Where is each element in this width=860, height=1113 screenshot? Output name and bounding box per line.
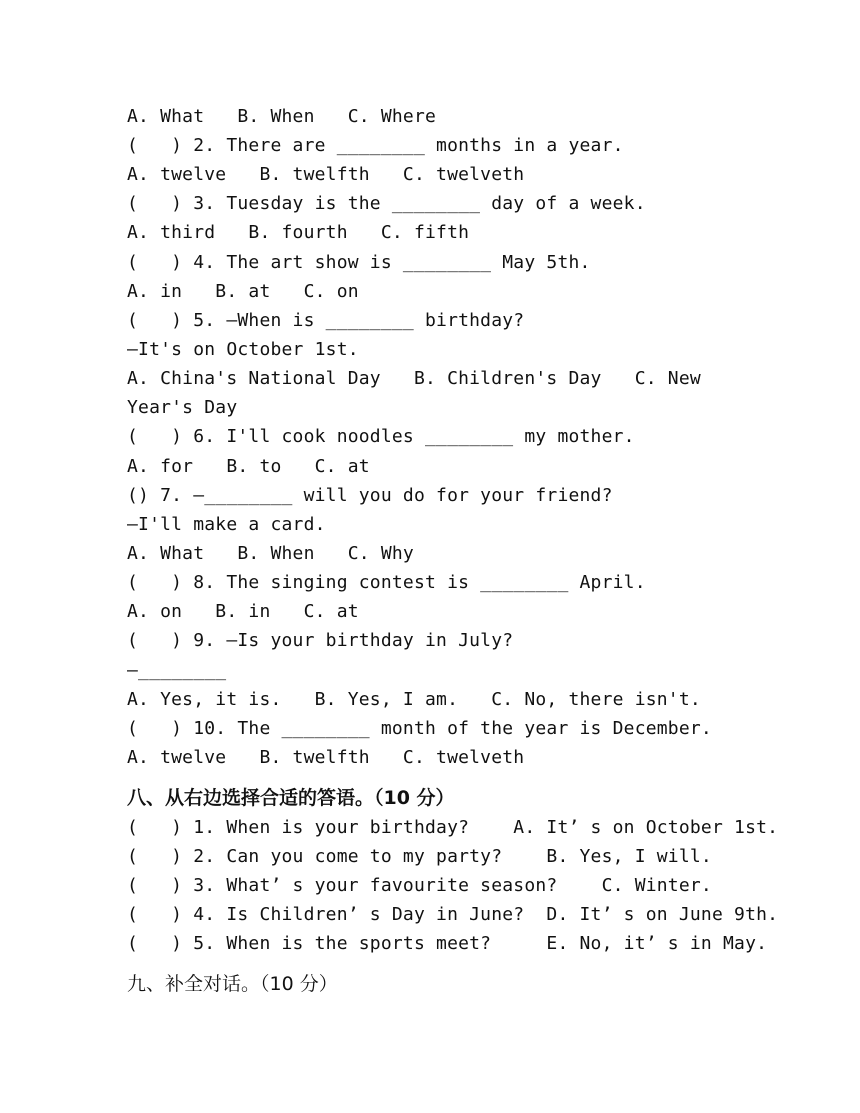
question-line: ( ) 4. The art show is ________ May 5th. bbox=[127, 252, 591, 273]
section-8-title: 八、从右边选择合适的答语。（10 分） bbox=[127, 787, 455, 809]
option-line: A. China's National Day B. Children's Day C. New bbox=[127, 368, 701, 389]
match-item: ( ) 2. Can you come to my party? B. Yes, I will. bbox=[127, 846, 712, 867]
question-line: ( ) 10. The ________ month of the year is December. bbox=[127, 718, 712, 739]
option-line: A. in B. at C. on bbox=[127, 281, 359, 302]
question-line: ( ) 6. I'll cook noodles ________ my mother. bbox=[127, 426, 635, 447]
answer-line: —I'll make a card. bbox=[127, 514, 326, 535]
question-line: () 7. —________ will you do for your friend? bbox=[127, 485, 613, 506]
option-line: A. What B. When C. Where bbox=[127, 106, 437, 127]
match-item: ( ) 1. When is your birthday? A. It’ s on October 1st. bbox=[127, 817, 779, 838]
option-line: Year's Day bbox=[127, 397, 238, 418]
question-line: ( ) 5. —When is ________ birthday? bbox=[127, 310, 525, 331]
answer-line: —________ bbox=[127, 660, 227, 681]
match-item: ( ) 4. Is Children’ s Day in June? D. It’ s on June 9th. bbox=[127, 904, 779, 925]
option-line: A. on B. in C. at bbox=[127, 601, 359, 622]
match-item: ( ) 3. What’ s your favourite season? C. Winter. bbox=[127, 875, 712, 896]
match-item: ( ) 5. When is the sports meet? E. No, it’ s in May. bbox=[127, 933, 768, 954]
question-line: ( ) 9. —Is your birthday in July? bbox=[127, 630, 514, 651]
question-line: ( ) 2. There are ________ months in a year. bbox=[127, 135, 624, 156]
option-line: A. for B. to C. at bbox=[127, 456, 370, 477]
question-line: ( ) 8. The singing contest is ________ April. bbox=[127, 572, 646, 593]
question-line: ( ) 3. Tuesday is the ________ day of a week. bbox=[127, 193, 646, 214]
option-line: A. twelve B. twelfth C. twelveth bbox=[127, 164, 525, 185]
section-9-title: 九、补全对话。（10 分） bbox=[127, 973, 338, 995]
option-line: A. Yes, it is. B. Yes, I am. C. No, there isn't. bbox=[127, 689, 701, 710]
option-line: A. third B. fourth C. fifth bbox=[127, 222, 470, 243]
option-line: A. twelve B. twelfth C. twelveth bbox=[127, 747, 525, 768]
answer-line: —It's on October 1st. bbox=[127, 339, 359, 360]
option-line: A. What B. When C. Why bbox=[127, 543, 414, 564]
